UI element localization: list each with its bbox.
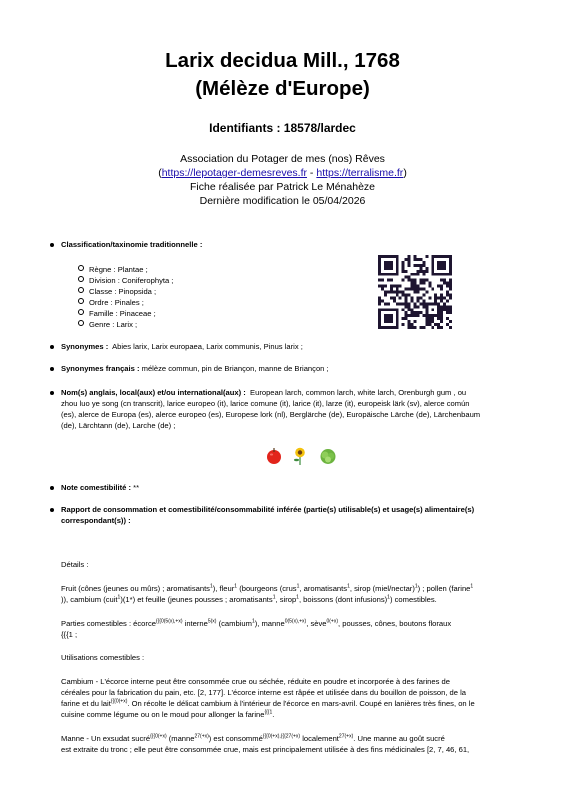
classification-item — [78, 264, 148, 275]
synonymes-fr-label: Synonymes français : — [61, 364, 140, 373]
text-run: ) ; pollen (farine — [417, 584, 471, 593]
superscript: 5(x) — [207, 618, 217, 625]
superscript: 1 — [414, 583, 418, 590]
text-run: Parties comestibles : écorce — [61, 619, 156, 628]
text-run: Manne - Un exsudat sucré — [61, 734, 151, 743]
fruit-line-2 — [61, 594, 531, 605]
noms-line-2: zhou luo ye song (cn transcrit), larice europeo (it), larice comune (it), larice (it), larze (it), europeisk lärk (sv), alerce común — [61, 399, 470, 408]
cambium-line-3 — [61, 698, 531, 709]
modified-line: Dernière modification le 05/04/2026 — [199, 195, 366, 207]
noms-line-1 — [61, 387, 531, 398]
note-line — [61, 482, 531, 493]
text-run: , sirop — [275, 595, 297, 604]
superscript: 1 — [470, 583, 474, 590]
superscript: 1 — [296, 594, 299, 601]
superscript: 0(5(x),+x) — [284, 618, 307, 625]
paren-open: ( — [158, 167, 162, 179]
superscript: {{{0(5(x),+x) — [155, 618, 183, 625]
text-run: , sirop (miel/nectar) — [349, 584, 415, 593]
identifiants: Identifiants : 18578/lardec — [209, 121, 356, 135]
superscript: 1 — [296, 583, 300, 590]
association-name: Association du Potager de mes (nos) Rêves — [180, 153, 385, 165]
manne-line-2: est extraite du tronc ; elle peut être consommée crue, mais est principalement utilisée à des fins médicinales [2, 7, 46, 61, — [61, 745, 470, 754]
text-run: Fruit (cônes (jeunes ou mûrs) ; aromatisants — [61, 584, 210, 593]
bullet — [50, 508, 57, 515]
superscript: 27(+x) — [338, 733, 354, 740]
lettuce-icon — [319, 447, 337, 465]
fruit-line-1 — [61, 583, 531, 594]
utilisations-label: Utilisations comestibles : — [61, 653, 145, 662]
note-value: ** — [133, 483, 140, 492]
note-label: Note comestibilité : — [61, 483, 132, 492]
superscript: 1 — [209, 583, 213, 590]
superscript: 0(+x) — [326, 618, 339, 625]
superscript: 1 — [387, 594, 390, 601]
superscript: {{{0(+x) — [110, 698, 128, 705]
superscript: {{{1 — [264, 709, 273, 716]
association-links — [0, 166, 565, 180]
text-run: . On récolte le délicat cambium à l'intérieur de l'écorce en mars-avril. Coupé en lanières très fines, on le — [127, 699, 475, 708]
text-run: ) comestibles. — [389, 595, 437, 604]
text-run: , boissons (dont infusions) — [298, 595, 388, 604]
text-run: )(1*) et feuille (jeunes pousses ; aromatisants — [120, 595, 273, 604]
classification-item-text: Genre : Larix ; — [89, 320, 138, 329]
text-run: )), cambium (cuit — [61, 595, 118, 604]
usage-icons — [266, 447, 343, 469]
superscript: {{{0(+x) — [150, 733, 167, 740]
classification-item — [78, 319, 137, 330]
text-run: ), fleur — [212, 584, 235, 593]
page-subtitle: (Mélèze d'Europe) — [195, 77, 370, 100]
circle-bullet — [78, 298, 84, 304]
bullet — [50, 391, 57, 398]
classification-item-text: Classe : Pinopsida ; — [89, 287, 157, 296]
bullet — [50, 486, 57, 493]
bullet — [50, 345, 57, 352]
classification-item-text: Règne : Plantae ; — [89, 265, 148, 274]
manne-line-1 — [61, 733, 531, 744]
text-run: (bourgeons (crus — [237, 584, 297, 593]
author-line: Fiche réalisée par Patrick Le Ménahèze — [189, 181, 375, 193]
superscript: 1 — [117, 594, 121, 601]
synonymes-label: Synonymes : — [61, 342, 109, 351]
text-run: (manne — [166, 734, 195, 743]
text-run: , aromatisants — [299, 584, 348, 593]
apple-icon — [266, 447, 282, 465]
circle-bullet — [78, 320, 84, 326]
classification-item — [78, 308, 156, 319]
classification-heading: Classification/taxinomie traditionnelle : — [61, 240, 203, 249]
cambium-line-2: céréales pour la fabrication du pain, etc. [2, 177]. L'écorce interne est râpée et utilisée dans du bouillon de poisson, de la — [61, 688, 467, 697]
classification-item — [78, 297, 144, 308]
sunflower-icon — [292, 447, 308, 465]
superscript: 1 — [234, 583, 238, 590]
noms-line-4: (de), Lärchtann (de), Larche (de) ; — [61, 421, 176, 430]
superscript: 1 — [251, 618, 255, 625]
rapport-line-2: correspondant(s)) : — [61, 516, 131, 525]
text-run: , sève — [306, 619, 327, 628]
classification-item — [78, 286, 156, 297]
rapport-line-1: Rapport de consommation et comestibilité/consommabilité inférée (partie(s) utilisable(s) et usage(s) alimentaire(s) — [61, 505, 475, 514]
noms-line-3: (es), alerce de Europa (es), alerce europeo (es), Europese lork (nl), Berglärche (de), Europäische Lärche (de), Lärchenbaum — [61, 410, 481, 419]
parties-line-1 — [61, 618, 531, 629]
text-run: farine et du lait — [61, 699, 111, 708]
circle-bullet — [78, 287, 84, 293]
circle-bullet — [78, 276, 84, 282]
bullet — [50, 243, 57, 250]
text-run: interne — [182, 619, 208, 628]
text-run: cuisine comme légume ou on le moud pour allonger la farine — [61, 710, 265, 719]
text-run: ) est consommé — [208, 734, 263, 743]
noms-label: Nom(s) anglais, local(aux) et/ou international(aux) : — [61, 388, 246, 397]
bullet — [50, 367, 57, 374]
classification-item-text: Famille : Pinaceae ; — [89, 309, 156, 318]
synonymes-value: Abies larix, Larix europaea, Larix communis, Pinus larix ; — [112, 342, 303, 351]
text-run: ), manne — [254, 619, 285, 628]
details-label: Détails : — [61, 560, 89, 569]
text-run: . — [272, 710, 275, 719]
parties-line-2: {{{1 ; — [61, 630, 78, 639]
classification-item-text: Ordre : Pinales ; — [89, 298, 144, 307]
text-run: (cambium — [216, 619, 252, 628]
superscript: {{{0(+x),{{{27(+x) — [262, 733, 301, 740]
synonymes-fr-line — [61, 363, 531, 374]
text-run: , pousses, cônes, boutons floraux — [338, 619, 452, 628]
page-title: Larix decidua Mill., 1768 — [165, 49, 400, 72]
text-run: localement — [300, 734, 339, 743]
synonymes-line — [61, 341, 531, 352]
link-terralisme[interactable]: https://terralisme.fr — [316, 167, 404, 179]
paren-close: ) — [403, 167, 407, 179]
circle-bullet — [78, 265, 84, 271]
link-separator: - — [307, 167, 317, 179]
link-lepotager[interactable]: https://lepotager-demesreves.fr — [161, 167, 308, 179]
superscript: 27(+x) — [194, 733, 209, 740]
superscript: 1 — [347, 583, 350, 590]
cambium-line-1: Cambium - L'écorce interne peut être consommée crue ou séchée, réduite en poudre et incorporée à des farines de — [61, 677, 450, 686]
circle-bullet — [78, 309, 84, 315]
qr-code-icon — [378, 255, 452, 329]
synonymes-fr-value: mélèze commun, pin de Briançon, manne de Briançon ; — [141, 364, 329, 373]
noms-value-1: European larch, common larch, white larch, Orenburgh gum , ou — [250, 388, 467, 397]
classification-item — [78, 275, 173, 286]
classification-item-text: Division : Coniferophyta ; — [89, 276, 174, 285]
text-run: . Une manne au goût sucré — [353, 734, 445, 743]
superscript: 1 — [272, 594, 276, 601]
cambium-line-4 — [61, 709, 531, 720]
